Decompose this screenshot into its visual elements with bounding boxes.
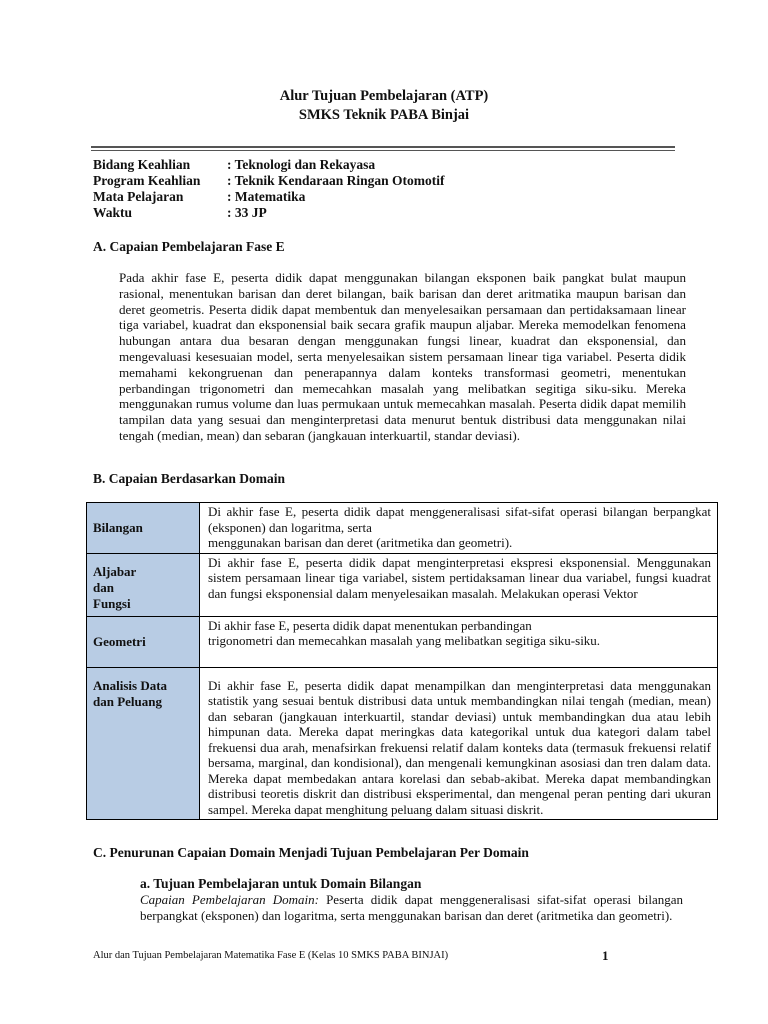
section-c-heading: C. Penurunan Capaian Domain Menjadi Tujuan Pembelajaran Per Domain: [93, 845, 529, 860]
section-c-text: Peserta didik dapat menggeneralisasi sifat-sifat operasi bilangan berpangkat (eksponen) dan logaritma, serta menggunakan barisan dan deret (aritmetika dan geometri).: [140, 892, 683, 923]
section-a-paragraph: Pada akhir fase E, peserta didik dapat menggunakan bilangan eksponen baik pangkat bulat maupun rasional, menentukan barisan dan deret bilangan, baik barisan dan deret aritmatika maupun barisan dan deret geometris. Peserta didik dapat membentuk dan menyelesaikan persamaan dan pertidaksamaan linear tiga variabel, kuadrat dan eksponensial baik secara grafik maupun aljabar. Mereka memodelkan fenomena hubungan antara dua besaran dengan menggunakan fungsi linear, kuadrat dan eksponensial, dan mengevaluasi kesesuaian model, serta menyelesaikan sistem persamaan linear tiga variabel. Peserta didik memahami kekongruenan dan penerapannya dalam konteks transformasi geometri, menentukan perbandingan trigonometri dan memecahkan masalah yang melibatkan segitiga siku-siku. Mereka menggunakan rumus volume dan luas permukaan untuk memecahkan masalah. Peserta didik dapat memilih tampilan data yang sesuai dan menginterpretasi data menurut bentuk distribusi data menggunakan nilai tengah (median, mean) dan sebaran (jangkauan interkuartil, standar deviasi).: [119, 270, 686, 443]
school-name: SMKS Teknik PABA Binjai: [298, 107, 470, 123]
info-label: Program Keahlian: [93, 173, 201, 188]
domain-description-text: Di akhir fase E, peserta didik dapat menggeneralisasi sifat-sifat operasi bilangan berpangkat (eksponen) dan logaritma, serta menggunakan barisan dan deret (aritmetika dan geometri).: [208, 504, 711, 550]
domain-name: Analisis Data dan Peluang: [87, 667, 200, 820]
table-row: [87, 503, 718, 554]
page-footer: Alur dan Tujuan Pembelajaran Matematika Fase E (Kelas 10 SMKS PABA BINJAI): [93, 950, 449, 961]
info-label: Bidang Keahlian: [93, 157, 191, 172]
table-row: [87, 553, 718, 616]
info-row-mapel: [93, 189, 445, 205]
domain-description: Di akhir fase E, peserta didik dapat menampilkan dan menginterpretasi data menggunakan statistik yang sesuai bentuk distribusi data untuk membandingkan nilai tengah (median, mean) dan sebaran (jangkauan interkuartil, standar deviasi) untuk membandingkan dua atau lebih himpunan data. Mereka dapat meringkas data kategorikal untuk dua kategori dalam tabel frekuensi dua arah, menafsirkan frekuensi relatif dalam konteks data (termasuk frekuensi relatif bersama, marginal, dan kondisional), dan mengenali kemungkinan asosiasi dan tren dalam data. Mereka dapat membedakan antara korelasi dan sebab-akibat. Mereka dapat membandingkan distribusi teoretis diskrit dan distribusi eksperimental, dan mengenal peran penting dari ukuran sampel. Mereka dapat menghitung peluang dalam situasi diskrit.: [200, 667, 718, 820]
domain-name: Aljabar dan Fungsi: [87, 553, 200, 616]
domain-description: [200, 616, 718, 667]
domain-name: Bilangan: [87, 503, 200, 554]
section-b-heading: B. Capaian Berdasarkan Domain: [93, 471, 286, 486]
domain-description: Di akhir fase E, peserta didik dapat menginterpretasi ekspresi eksponensial. Menggunakan sistem persamaan linear tiga variabel, sistem pertidaksaman linear dua variabel, fungsi kuadrat dan fungsi eksponensial dalam menyelesaikan masalah. Melakukan operasi Vektor: [200, 553, 718, 616]
page-number: 1: [602, 948, 609, 963]
info-label: Waktu: [93, 205, 133, 220]
info-value: : Teknologi dan Rekayasa: [227, 157, 376, 172]
header-rule-thick: [91, 146, 675, 148]
info-value: : Teknik Kendaraan Ringan Otomotif: [227, 173, 445, 188]
section-a-heading: A. Capaian Pembelajaran Fase E: [93, 239, 285, 254]
info-block: [93, 157, 445, 221]
info-value: : Matematika: [227, 189, 306, 204]
header-rule-thin: [91, 150, 675, 151]
domain-name: Geometri: [87, 616, 200, 667]
info-row-program: [93, 173, 445, 189]
domain-description-text: Di akhir fase E, peserta didik dapat menentukan perbandingan trigonometri dan memecahkan masalah yang melibatkan segitiga siku-siku.: [208, 617, 601, 648]
info-row-waktu: [93, 205, 445, 221]
info-row-bidang: [93, 157, 445, 173]
section-c-paragraph: [140, 892, 683, 924]
table-row: [87, 667, 718, 820]
info-value: : 33 JP: [227, 205, 267, 220]
section-c-subheading: a. Tujuan Pembelajaran untuk Domain Bilangan: [140, 876, 422, 891]
table-row: [87, 616, 718, 667]
document-title: Alur Tujuan Pembelajaran (ATP): [279, 88, 489, 104]
domain-description: [200, 503, 718, 554]
section-c-label: Capaian Pembelajaran Domain:: [140, 892, 319, 907]
domain-table: [86, 502, 718, 820]
info-label: Mata Pelajaran: [93, 189, 184, 204]
